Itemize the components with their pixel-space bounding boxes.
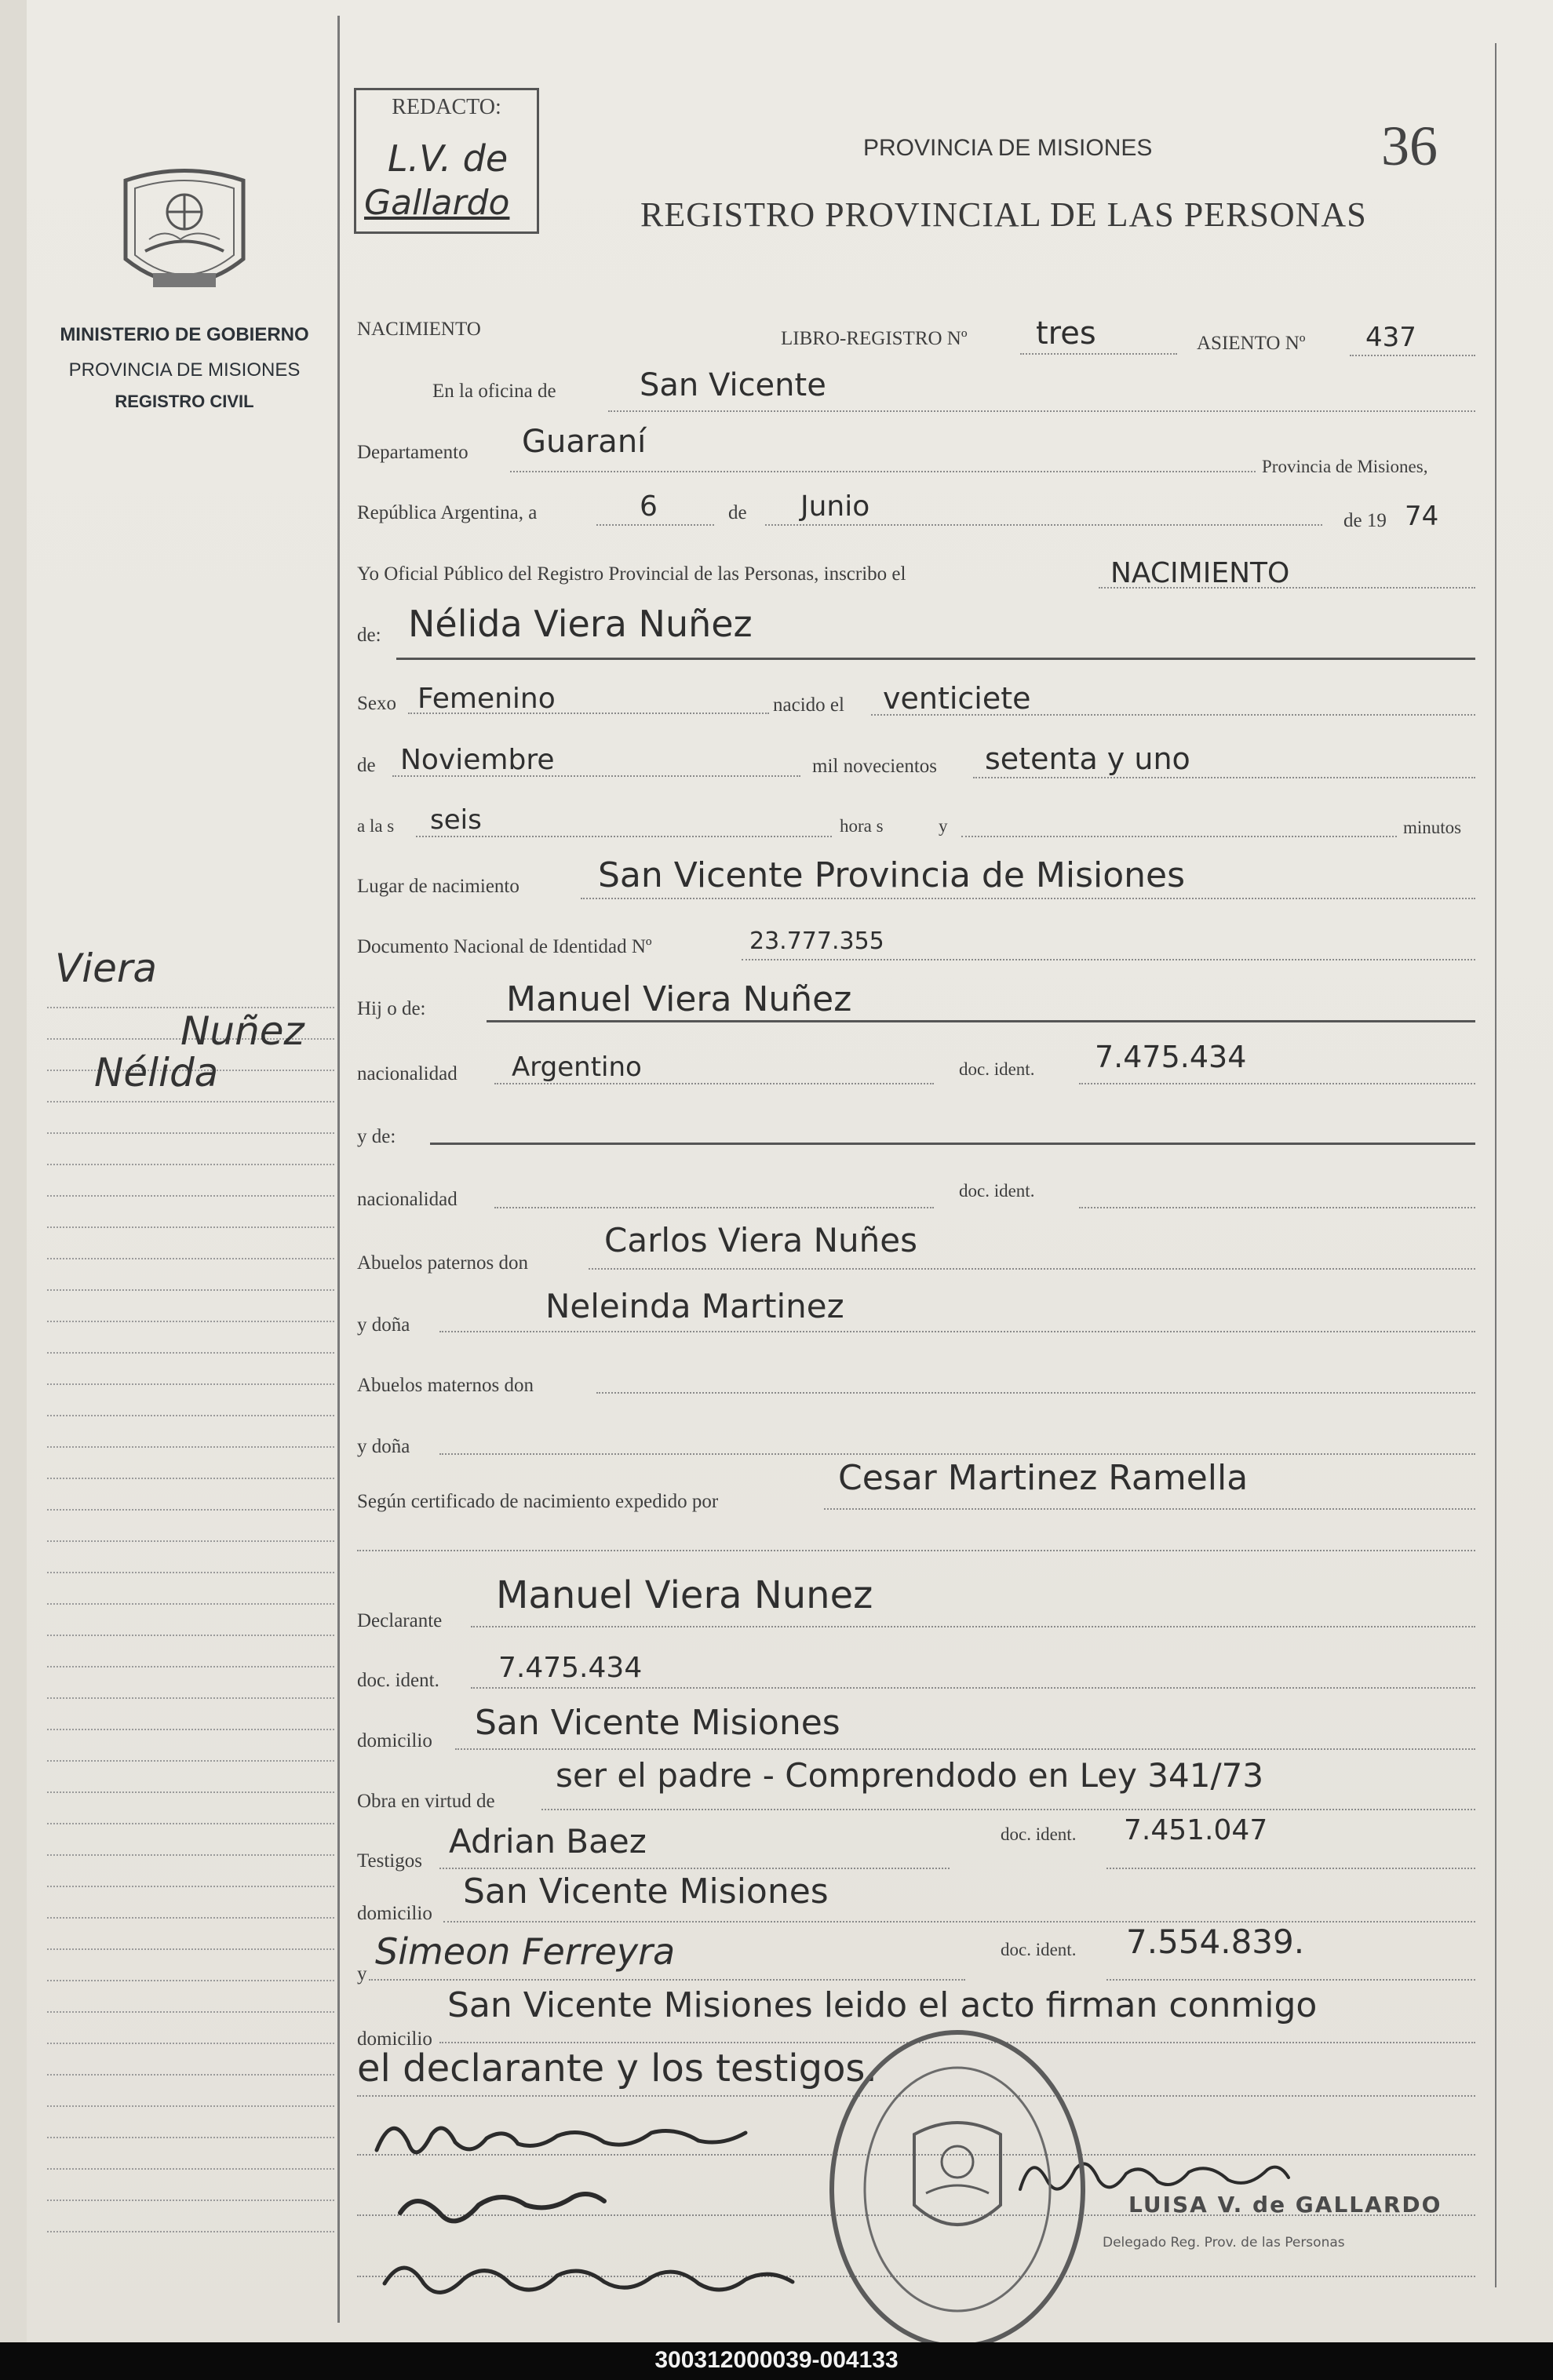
docident-4-line bbox=[1106, 1868, 1475, 1869]
abuelo-paterno-value: Carlos Viera Nuñes bbox=[604, 1221, 917, 1259]
certificado-line bbox=[824, 1508, 1475, 1510]
de-mes-line bbox=[392, 775, 800, 777]
docident-5-value: 7.554.839. bbox=[1126, 1923, 1305, 1961]
y-dona-2-label: y doña bbox=[357, 1436, 410, 1457]
dni-label: Documento Nacional de Identidad Nº bbox=[357, 936, 652, 957]
padre-value: Manuel Viera Nuñez bbox=[506, 979, 852, 1019]
testigo-2-value: Simeon Ferreyra bbox=[375, 1930, 676, 1973]
nacionalidad-2-label: nacionalidad bbox=[357, 1189, 458, 1210]
sexo-value: Femenino bbox=[417, 683, 556, 715]
minutos-label: minutos bbox=[1403, 818, 1462, 837]
oficial-value: NACIMIENTO bbox=[1110, 557, 1290, 589]
declarante-line bbox=[471, 1626, 1475, 1627]
oficial-label: Yo Oficial Público del Registro Provincial de las Personas, inscribo el bbox=[357, 563, 906, 585]
libro-label: LIBRO-REGISTRO Nº bbox=[781, 328, 968, 349]
nacido-label: nacido el bbox=[773, 694, 844, 716]
nacionalidad-value: Argentino bbox=[512, 1052, 642, 1083]
oficina-line bbox=[608, 410, 1475, 412]
abuelo-materno-line bbox=[596, 1392, 1475, 1394]
mil-line bbox=[973, 777, 1475, 778]
de-colon-label: de: bbox=[357, 625, 381, 646]
certificado-value: Cesar Martinez Ramella bbox=[838, 1458, 1249, 1498]
abuela-materna-line bbox=[439, 1453, 1475, 1455]
docident-3-value: 7.475.434 bbox=[498, 1652, 643, 1684]
docident-value: 7.475.434 bbox=[1095, 1040, 1247, 1074]
madre-line bbox=[430, 1143, 1475, 1145]
docident-3-line bbox=[471, 1687, 1475, 1689]
mes-line bbox=[765, 524, 1322, 526]
redacto-surname: Gallardo bbox=[364, 183, 510, 223]
y-de-label: y de: bbox=[357, 1126, 396, 1147]
domicilio-line bbox=[455, 1748, 1475, 1750]
libro-value: tres bbox=[1036, 315, 1096, 352]
name-line bbox=[396, 658, 1475, 660]
provincia-misiones-label: Provincia de Misiones, bbox=[1262, 457, 1428, 476]
declarante-value: Manuel Viera Nunez bbox=[496, 1573, 873, 1617]
nacionalidad-label: nacionalidad bbox=[357, 1063, 458, 1084]
province-coat-of-arms-seal bbox=[118, 165, 251, 302]
ministry-province: PROVINCIA DE MISIONES bbox=[68, 359, 301, 381]
signatures-scribble bbox=[369, 2095, 824, 2323]
docident-3-label: doc. ident. bbox=[357, 1670, 439, 1691]
redacto-initials: L.V. de bbox=[388, 137, 509, 180]
province-heading: PROVINCIA DE MISIONES bbox=[863, 135, 1153, 161]
dia-value: 6 bbox=[640, 490, 658, 523]
de-label: de bbox=[728, 502, 747, 523]
nacido-line bbox=[871, 714, 1475, 716]
mil-label: mil novecientos bbox=[812, 756, 937, 777]
dni-line bbox=[742, 959, 1475, 960]
margin-note-second-surname: Nuñez bbox=[180, 1008, 304, 1054]
sexo-label: Sexo bbox=[357, 693, 396, 714]
dia-line bbox=[596, 524, 714, 526]
obra-line bbox=[541, 1809, 1475, 1810]
page-number: 36 bbox=[1381, 115, 1438, 177]
de-mes-value: Noviembre bbox=[400, 744, 555, 776]
asiento-line bbox=[1350, 355, 1475, 356]
padre-line bbox=[487, 1020, 1475, 1022]
margin-note-given-name: Nélida bbox=[94, 1050, 219, 1095]
official-name-stamp: LUISA V. de GALLARDO bbox=[1128, 2192, 1442, 2218]
docident-5-line bbox=[1106, 1979, 1475, 1981]
sexo-line bbox=[408, 713, 769, 714]
nacimiento-label: NACIMIENTO bbox=[357, 319, 481, 340]
hora-value: seis bbox=[430, 804, 482, 836]
margin-note-surname: Viera bbox=[55, 946, 158, 991]
horas-label: hora s bbox=[840, 816, 884, 836]
footer-image-code: 300312000039-004133 bbox=[654, 2347, 899, 2373]
certificado-label: Según certificado de nacimiento expedido por bbox=[357, 1491, 719, 1512]
testigo-1-line bbox=[439, 1868, 950, 1869]
oficina-value: San Vicente bbox=[640, 367, 826, 403]
de-mes-label: de bbox=[357, 755, 376, 776]
obra-label: Obra en virtud de bbox=[357, 1791, 495, 1812]
lugar-value: San Vicente Provincia de Misiones bbox=[598, 855, 1186, 895]
nacionalidad-line bbox=[494, 1083, 934, 1084]
registered-name: Nélida Viera Nuñez bbox=[408, 603, 753, 645]
nacionalidad-2-line bbox=[494, 1207, 934, 1208]
docident-2-label: doc. ident. bbox=[959, 1181, 1035, 1201]
domicilio-3-value: San Vicente Misiones leido el acto firman conmigo bbox=[447, 1985, 1318, 2025]
republica-label: República Argentina, a bbox=[357, 502, 538, 523]
margin-ruled-lines bbox=[47, 977, 334, 2232]
testigo-2-line bbox=[369, 1979, 965, 1981]
ministry-name: MINISTERIO DE GOBIERNO bbox=[60, 324, 309, 345]
docident-2-line bbox=[1079, 1207, 1475, 1208]
registry-title: REGISTRO PROVINCIAL DE LAS PERSONAS bbox=[640, 195, 1367, 234]
mil-value: setenta y uno bbox=[985, 742, 1190, 776]
domicilio-value: San Vicente Misiones bbox=[475, 1703, 840, 1743]
docident-line bbox=[1079, 1083, 1475, 1084]
domicilio-2-line bbox=[443, 1921, 1475, 1923]
a-la-label: a la s bbox=[357, 816, 395, 836]
domicilio-2-value: San Vicente Misiones bbox=[463, 1872, 829, 1912]
domicilio-2-label: domicilio bbox=[357, 1903, 432, 1924]
y-testigo-label: y bbox=[357, 1963, 367, 1985]
minutos-line bbox=[961, 836, 1397, 837]
docident-5-label: doc. ident. bbox=[1001, 1940, 1077, 1959]
abuela-paterna-value: Neleinda Martinez bbox=[545, 1287, 844, 1325]
asiento-value: 437 bbox=[1365, 322, 1416, 353]
obra-value: ser el padre - Comprendodo en Ley 341/73 bbox=[556, 1756, 1264, 1795]
hijo-label: Hij o de: bbox=[357, 998, 426, 1019]
hora-line bbox=[416, 836, 832, 837]
de19-label: de 19 bbox=[1343, 510, 1387, 531]
docident-4-value: 7.451.047 bbox=[1124, 1814, 1268, 1846]
abuelos-maternos-label: Abuelos maternos don bbox=[357, 1375, 534, 1396]
lugar-label: Lugar de nacimiento bbox=[357, 876, 519, 897]
oficial-line bbox=[1099, 587, 1475, 589]
blank-line bbox=[357, 1550, 1475, 1551]
mes-value: Junio bbox=[800, 490, 870, 523]
libro-line bbox=[1020, 353, 1177, 355]
redacto-label: REDACTO: bbox=[392, 95, 501, 119]
docident-label: doc. ident. bbox=[959, 1059, 1035, 1079]
departamento-value: Guaraní bbox=[522, 424, 647, 460]
docident-4-label: doc. ident. bbox=[1001, 1824, 1077, 1844]
testigos-label: Testigos bbox=[357, 1850, 422, 1872]
official-role-stamp: Delegado Reg. Prov. de las Personas bbox=[1103, 2235, 1345, 2251]
domicilio-3-label: domicilio bbox=[357, 2028, 432, 2050]
asiento-label: ASIENTO Nº bbox=[1197, 333, 1306, 354]
right-border bbox=[1495, 43, 1496, 2287]
nacido-value: venticiete bbox=[883, 681, 1031, 716]
anio-value: 74 bbox=[1405, 501, 1439, 532]
ministry-registry: REGISTRO CIVIL bbox=[115, 392, 254, 411]
abuela-paterna-line bbox=[439, 1331, 1475, 1332]
closing-text: el declarante y los testigos. bbox=[357, 2047, 877, 2090]
dni-value: 23.777.355 bbox=[749, 928, 884, 955]
abuelos-paternos-label: Abuelos paternos don bbox=[357, 1252, 529, 1274]
page-binding-edge bbox=[0, 0, 27, 2342]
departamento-label: Departamento bbox=[357, 442, 468, 463]
oficina-label: En la oficina de bbox=[432, 381, 556, 402]
declarante-label: Declarante bbox=[357, 1610, 443, 1631]
official-stamp bbox=[824, 2025, 1091, 2354]
y-dona-label: y doña bbox=[357, 1314, 410, 1336]
abuelo-paterno-line bbox=[589, 1268, 1475, 1270]
column-divider bbox=[337, 16, 340, 2323]
lugar-line bbox=[581, 898, 1475, 899]
testigo-1-value: Adrian Baez bbox=[449, 1822, 647, 1861]
redacto-box bbox=[354, 88, 539, 234]
domicilio-label: domicilio bbox=[357, 1730, 432, 1751]
departamento-line bbox=[510, 471, 1256, 472]
y-label: y bbox=[939, 816, 948, 836]
